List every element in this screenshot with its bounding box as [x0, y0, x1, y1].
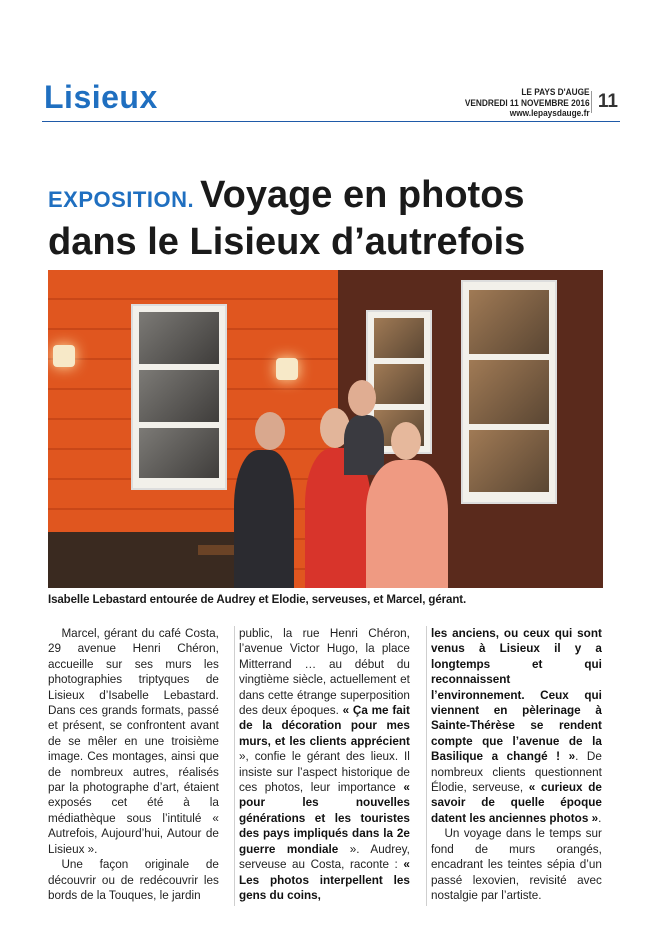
headline-kicker: EXPOSITION.: [48, 187, 195, 212]
paragraph: Une façon originale de découvrir ou de redécouvrir les bords de la Touques, le jardin: [48, 857, 219, 902]
website-link[interactable]: www.lepaysdauge.fr: [510, 108, 590, 118]
wall-lamp-icon: [53, 345, 75, 367]
column-divider: [426, 626, 427, 906]
wall-lamp-icon: [276, 358, 298, 380]
bench: [48, 532, 248, 588]
page-number: 11: [591, 91, 618, 113]
paragraph: Un voyage dans le temps sur fond de murs orangés, encadrant les teintes sépia d’un passé lexovien, revisité avec nostalgie par l’artiste.: [431, 826, 602, 902]
column-1: [48, 626, 219, 903]
person-isabelle: [234, 450, 294, 588]
paragraph: les anciens, ou ceux qui sont venus à Lisieux il y a longtemps et qui reconnaissent l’environnement. Ceux qui viennent en pèlerinage à Sainte-Thérèse se rendent compte que l’avenue de la Basilique a changé ! ». De nombreux clients questionnent Élodie, serveuse, « curieux de savoir de quelle époque datent les anciennes photos ».: [431, 626, 602, 825]
paragraph: public, la rue Henri Chéron, l’avenue Victor Hugo, la place Mitterrand … au début du vingtième siècle, actuellement et dans cette étrange superposition des deux époques. « Ça me fait de la décoration pour mes murs, et les clients apprécient », confie le gérant des lieux. Il insiste sur l’aspect historique de ces photos, leur importance « pour les nouvelles générations et les touristes des pays impliqués dans la 2e guerre mondiale ». Audrey, serveuse au Costa, raconte : « Les photos interpellent les gens du coins,: [239, 626, 410, 902]
publication-date: VENDREDI 11 NOVEMBRE 2016: [465, 97, 590, 108]
column-3: [431, 626, 602, 903]
person-head: [391, 422, 421, 460]
column-2: [239, 626, 410, 903]
triptych-frame: [131, 304, 227, 490]
triptych-frame: [461, 280, 557, 504]
paragraph: Marcel, gérant du café Costa, 29 avenue Henri Chéron, accueille sur ses murs les photographies triptyques de Lisieux d’Isabelle Lebastard. Dans ces grands formats, passé et présent, se confrontent avant de se mêler en une troisième image. Ces montages, ainsi que de nombreux autres, réalisés par la photographe d’art, étaient exposés cet été à la médiathèque sous l’intitulé « Autrefois, Aujourd’hui, Autour de Lisieux ».: [48, 626, 219, 856]
person-marcel: [344, 415, 384, 475]
section-title: Lisieux: [44, 79, 158, 115]
headline-title-line2: dans le Lisieux d’autrefois: [48, 221, 526, 263]
page-header: [42, 75, 620, 122]
photo-caption: Isabelle Lebastard entourée de Audrey et Elodie, serveuses, et Marcel, gérant.: [48, 594, 467, 606]
publication-name: LE PAYS D'AUGE: [521, 87, 590, 97]
person-head: [348, 380, 376, 416]
publication-info: [465, 87, 590, 119]
headline: [48, 175, 618, 264]
headline-title-line1: Voyage en photos: [200, 174, 525, 216]
person-head: [255, 412, 285, 450]
column-divider: [234, 626, 235, 906]
article-photo: [48, 270, 603, 588]
article-body: [48, 626, 618, 926]
person-elodie: [366, 460, 448, 588]
